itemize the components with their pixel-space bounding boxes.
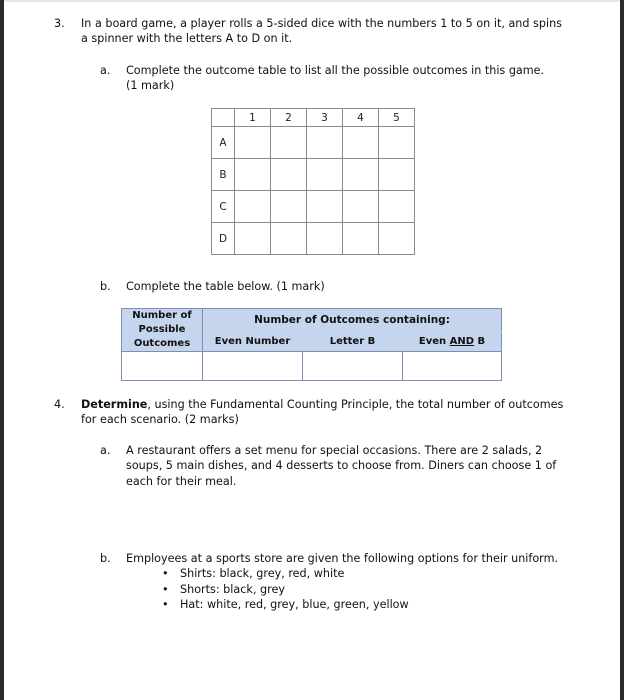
outcome-table-corner xyxy=(212,109,235,127)
outcome-cell[interactable] xyxy=(235,159,271,191)
even-number-answer-cell[interactable] xyxy=(203,352,303,381)
bullet-icon: • xyxy=(162,567,169,580)
q4-text-line2: for each scenario. (2 marks) xyxy=(81,413,239,426)
q4-number: 4. xyxy=(54,398,65,411)
outcome-col-header: 2 xyxy=(271,109,307,127)
q4b-label: b. xyxy=(100,552,111,565)
page-top-edge xyxy=(0,0,624,2)
q3-text-line2: a spinner with the letters A to D on it. xyxy=(81,32,293,45)
possible-outcomes-header-line1: Number of xyxy=(132,310,192,321)
outcome-row-header: D xyxy=(212,223,235,255)
letter-b-answer-cell[interactable] xyxy=(303,352,403,381)
outcome-table xyxy=(211,108,415,255)
bullet-icon: • xyxy=(162,598,169,611)
even-and-b-and: AND xyxy=(449,336,475,348)
even-and-b-header xyxy=(403,332,502,351)
uniform-option-text: Shorts: black, grey xyxy=(180,582,285,596)
outcome-cell[interactable] xyxy=(271,127,307,159)
outcome-cell[interactable] xyxy=(379,223,415,255)
outcome-cell[interactable] xyxy=(271,223,307,255)
q4a-text-line1: A restaurant offers a set menu for special occasions. There are 2 salads, 2 xyxy=(126,444,543,457)
even-and-b-post: B xyxy=(474,336,486,348)
q4b-text: Employees at a sports store are given the following options for their uniform. xyxy=(126,552,559,565)
outcome-table-row xyxy=(212,127,415,159)
outcome-table-row xyxy=(212,191,415,223)
outcome-cell[interactable] xyxy=(307,127,343,159)
outcome-cell[interactable] xyxy=(343,159,379,191)
outcome-col-header: 1 xyxy=(235,109,271,127)
uniform-option-text: Shirts: black, grey, red, white xyxy=(180,567,345,580)
page-right-edge xyxy=(620,0,624,700)
outcome-cell[interactable] xyxy=(271,191,307,223)
outcome-row-header: A xyxy=(212,127,235,159)
outcome-cell[interactable] xyxy=(379,159,415,191)
outcome-cell[interactable] xyxy=(379,127,415,159)
q3b-text: Complete the table below. (1 mark) xyxy=(126,280,325,293)
bullet-icon: • xyxy=(162,582,169,596)
outcome-col-header: 3 xyxy=(307,109,343,127)
q3-number: 3. xyxy=(54,17,65,30)
uniform-option-text: Hat: white, red, grey, blue, green, yellow xyxy=(180,598,409,611)
list-item xyxy=(160,582,409,598)
outcome-cell[interactable] xyxy=(343,191,379,223)
counts-table-header-row xyxy=(122,309,502,333)
q4-text-line1 xyxy=(81,397,563,412)
outcome-cell[interactable] xyxy=(379,191,415,223)
list-item xyxy=(160,566,409,582)
outcome-col-header: 5 xyxy=(379,109,415,127)
outcome-cell[interactable] xyxy=(271,159,307,191)
possible-outcomes-header-line3: Outcomes xyxy=(133,338,191,349)
q4a-text-line3: each for their meal. xyxy=(126,475,237,488)
uniform-options-list xyxy=(160,566,409,613)
outcome-cell[interactable] xyxy=(235,127,271,159)
outcome-cell[interactable] xyxy=(307,191,343,223)
q3a-text-line1: Complete the outcome table to list all the possible outcomes in this game. xyxy=(126,64,545,77)
q3a-label: a. xyxy=(100,64,111,77)
q4-bold-word: Determine xyxy=(81,398,148,411)
q3-text-line1: In a board game, a player rolls a 5-sided dice with the numbers 1 to 5 on it, and spins xyxy=(81,17,563,30)
possible-outcomes-header-line2: Possible xyxy=(138,324,186,335)
outcome-table-row xyxy=(212,159,415,191)
outcome-col-header: 4 xyxy=(343,109,379,127)
outcome-cell[interactable] xyxy=(235,223,271,255)
outcome-row-header: C xyxy=(212,191,235,223)
possible-outcomes-answer-cell[interactable] xyxy=(122,352,203,381)
q4a-text-line2: soups, 5 main dishes, and 4 desserts to choose from. Diners can choose 1 of xyxy=(126,459,557,472)
outcome-table-row xyxy=(212,223,415,255)
list-item xyxy=(160,597,409,613)
page-left-edge xyxy=(0,0,4,700)
even-number-header: Even Number xyxy=(203,332,303,351)
q3b-label: b. xyxy=(100,280,111,293)
counts-table-answer-row xyxy=(122,352,502,381)
possible-outcomes-header xyxy=(122,309,203,352)
outcomes-containing-header: Number of Outcomes containing: xyxy=(203,309,502,333)
even-and-b-answer-cell[interactable] xyxy=(403,352,502,381)
q4a-label: a. xyxy=(100,444,111,457)
outcome-cell[interactable] xyxy=(307,159,343,191)
outcome-cell[interactable] xyxy=(343,223,379,255)
counts-table xyxy=(121,308,502,381)
outcome-cell[interactable] xyxy=(343,127,379,159)
outcome-table-header-row xyxy=(212,109,415,127)
q3a-text-line2: (1 mark) xyxy=(126,79,175,92)
outcome-row-header: B xyxy=(212,159,235,191)
outcome-cell[interactable] xyxy=(235,191,271,223)
outcome-cell[interactable] xyxy=(307,223,343,255)
even-and-b-pre: Even xyxy=(418,336,450,348)
q4-text-line1-rest: , using the Fundamental Counting Principle, the total number of outcomes xyxy=(147,398,564,411)
letter-b-header: Letter B xyxy=(303,332,403,351)
